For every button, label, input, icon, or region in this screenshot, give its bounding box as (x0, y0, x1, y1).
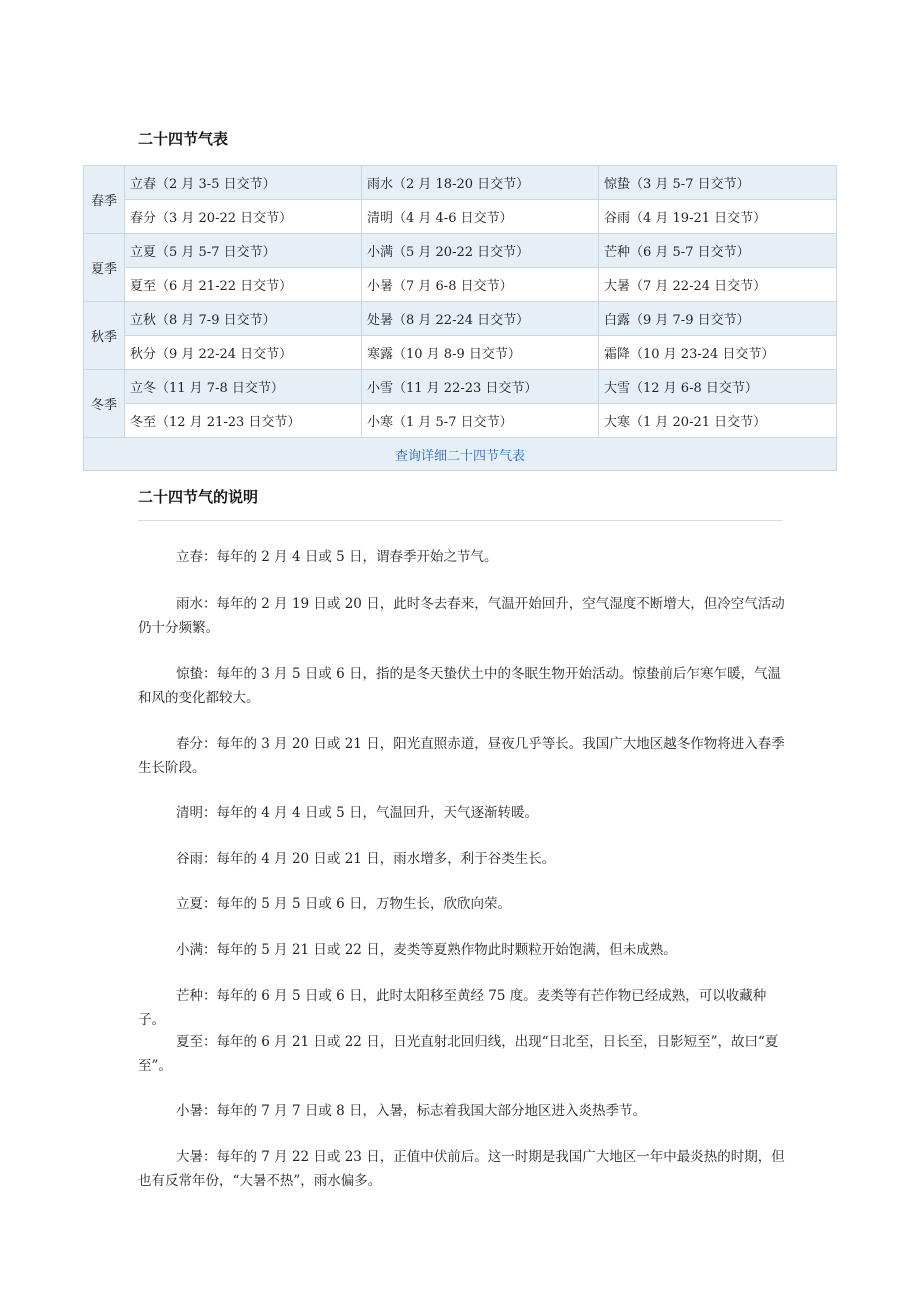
term-cell: 小暑（7 月 6-8 日交节） (362, 268, 599, 302)
term-cell: 寒露（10 月 8-9 日交节） (362, 336, 599, 370)
paragraph-chunfen: 春分：每年的 3 月 20 日或 21 日，阳光直照赤道，昼夜几乎等长。我国广大地区越冬作物将进入春季生长阶段。 (138, 736, 785, 776)
term-cell: 霜降（10 月 23-24 日交节） (599, 336, 837, 370)
season-autumn: 秋季 (84, 302, 125, 370)
term-cell: 处暑（8 月 22-24 日交节） (362, 302, 599, 336)
term-cell: 夏至（6 月 21-22 日交节） (125, 268, 362, 302)
term-cell: 小满（5 月 20-22 日交节） (362, 234, 599, 268)
season-summer: 夏季 (84, 234, 125, 302)
paragraph-yushui: 雨水：每年的 2 月 19 日或 20 日，此时冬去春来，气温开始回升，空气湿度不断增大，但冷空气活动仍十分频繁。 (138, 596, 785, 636)
table-title: 二十四节气表 (138, 130, 229, 148)
term-cell: 清明（4 月 4-6 日交节） (362, 200, 599, 234)
paragraph-dashu: 大暑：每年的 7 月 22 日或 23 日，正值中伏前后。这一时期是我国广大地区一年中最炎热的时期，但也有反常年份，“大暑不热”，雨水偏多。 (138, 1149, 785, 1189)
term-cell: 立秋（8 月 7-9 日交节） (125, 302, 362, 336)
paragraph-lixia: 立夏：每年的 5 月 5 日或 6 日，万物生长，欣欣向荣。 (176, 896, 512, 912)
paragraph-xiaoshu: 小暑：每年的 7 月 7 日或 8 日，入暑，标志着我国大部分地区进入炎热季节。 (176, 1103, 647, 1119)
term-cell: 立夏（5 月 5-7 日交节） (125, 234, 362, 268)
table-row (84, 200, 837, 234)
details-link[interactable]: 查询详细二十四节气表 (84, 438, 837, 471)
term-cell: 惊蛰（3 月 5-7 日交节） (599, 166, 837, 200)
term-cell: 冬至（12 月 21-23 日交节） (125, 404, 362, 438)
term-cell: 大寒（1 月 20-21 日交节） (599, 404, 837, 438)
term-cell: 大暑（7 月 22-24 日交节） (599, 268, 837, 302)
term-cell: 小雪（11 月 22-23 日交节） (362, 370, 599, 404)
paragraph-qingming: 清明：每年的 4 月 4 日或 5 日，气温回升，天气逐渐转暖。 (176, 805, 539, 821)
term-cell: 立春（2 月 3-5 日交节） (125, 166, 362, 200)
term-cell: 白露（9 月 7-9 日交节） (599, 302, 837, 336)
term-cell: 雨水（2 月 18-20 日交节） (362, 166, 599, 200)
paragraph-xiazhi: 夏至：每年的 6 月 21 日或 22 日，日光直射北回归线，出现“日北至，日长至，日影短至”，故曰“夏至”。 (138, 1034, 779, 1074)
table-row (84, 268, 837, 302)
table-row (84, 336, 837, 370)
paragraph-xiaoman: 小满：每年的 5 月 21 日或 22 日，麦类等夏熟作物此时颗粒开始饱满，但未成熟。 (176, 942, 677, 958)
table-row (84, 166, 837, 200)
paragraph-jingzhe: 惊蛰：每年的 3 月 5 日或 6 日，指的是冬天蛰伏土中的冬眠生物开始活动。惊蛰前后乍寒乍暖，气温和风的变化都较大。 (138, 666, 782, 706)
term-cell: 春分（3 月 20-22 日交节） (125, 200, 362, 234)
term-cell: 芒种（6 月 5-7 日交节） (599, 234, 837, 268)
table-row (84, 404, 837, 438)
table-row (84, 234, 837, 268)
solar-terms-table (83, 165, 837, 471)
term-cell: 秋分（9 月 22-24 日交节） (125, 336, 362, 370)
paragraph-mangzhong: 芒种：每年的 6 月 5 日或 6 日，此时太阳移至黄经 75 度。麦类等有芒作物已经成熟，可以收藏种子。 (138, 988, 767, 1028)
term-cell: 小寒（1 月 5-7 日交节） (362, 404, 599, 438)
section-title: 二十四节气的说明 (138, 488, 259, 506)
table-row (84, 370, 837, 404)
table-row (84, 302, 837, 336)
paragraph-lichun: 立春：每年的 2 月 4 日或 5 日，谓春季开始之节气。 (176, 549, 498, 565)
term-cell: 谷雨（4 月 19-21 日交节） (599, 200, 837, 234)
divider (138, 520, 783, 521)
season-winter: 冬季 (84, 370, 125, 438)
paragraph-guyu: 谷雨：每年的 4 月 20 日或 21 日，雨水增多，利于谷类生长。 (176, 851, 556, 867)
season-spring: 春季 (84, 166, 125, 234)
term-cell: 立冬（11 月 7-8 日交节） (125, 370, 362, 404)
term-cell: 大雪（12 月 6-8 日交节） (599, 370, 837, 404)
